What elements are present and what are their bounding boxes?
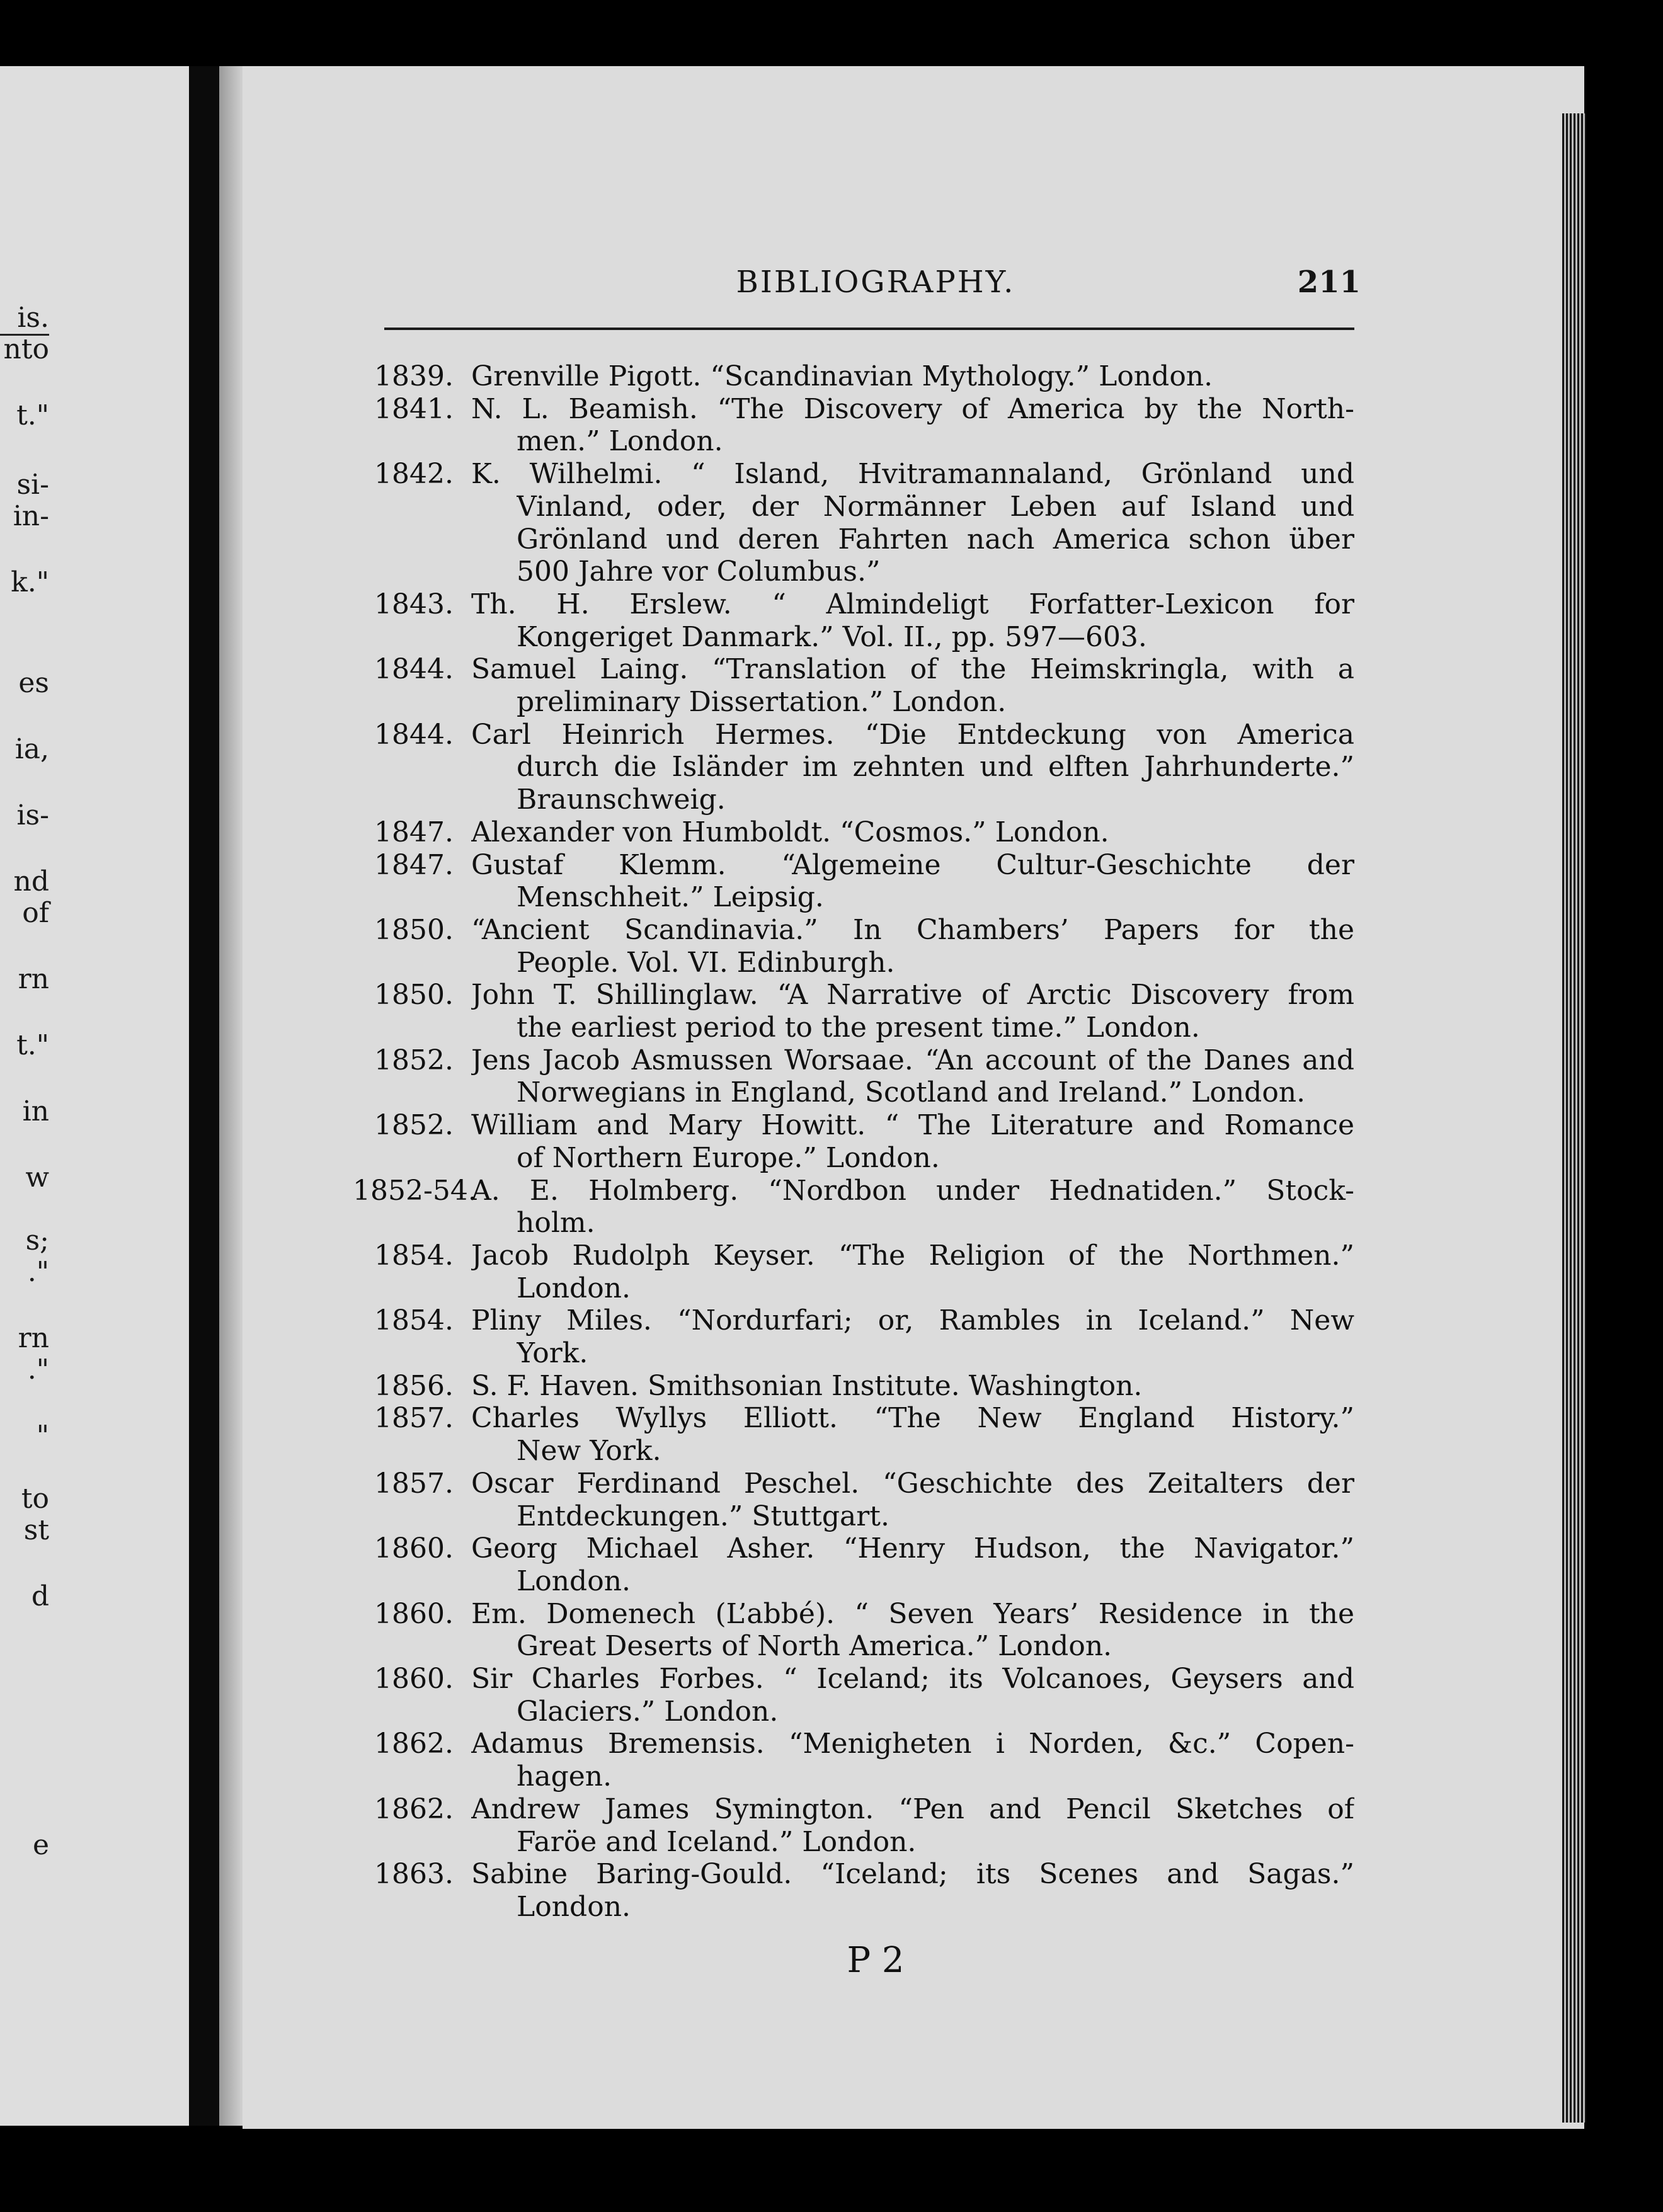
entry-line: Sir Charles Forbes. “ Iceland; its Volcanoes, Geysers and: [471, 1663, 1354, 1695]
signature-mark: P 2: [847, 1940, 905, 1981]
entry-year: 1850.: [374, 913, 454, 946]
entry-year: 1841.: [374, 392, 454, 425]
facing-page-fragment: is.: [17, 302, 49, 334]
facing-page-fragment: in-: [13, 500, 49, 532]
entry-line: Th. H. Erslew. “ Almindeligt Forfatter-Lexicon for: [471, 588, 1354, 620]
entry-line: Glaciers.” London.: [517, 1696, 779, 1728]
entry-year: 1847.: [374, 848, 454, 881]
entry-year: 1850.: [374, 979, 454, 1012]
entry-line: People. Vol. VI. Edinburgh.: [517, 947, 895, 979]
facing-page-fragment: to: [21, 1483, 49, 1515]
facing-page-fragment: k.": [11, 566, 49, 598]
entry-line: hagen.: [517, 1761, 612, 1793]
facing-page-fragment: .": [27, 1354, 49, 1386]
entry-line: Entdeckungen.” Stuttgart.: [517, 1500, 889, 1532]
page-edge: [1562, 113, 1586, 2123]
entry-line: York.: [517, 1338, 588, 1369]
entry-line: Grönland und deren Fahrten nach America schon über: [517, 523, 1354, 556]
facing-page-fragment: is-: [16, 799, 49, 831]
entry-year: 1857.: [374, 1402, 454, 1435]
entry-line: William and Mary Howitt. “ The Literature and Romance: [471, 1110, 1354, 1142]
entry-year: 1844.: [374, 653, 454, 686]
entry-year: 1862.: [374, 1728, 454, 1760]
page-number: 211: [1297, 265, 1361, 300]
entry-line: London.: [517, 1891, 631, 1923]
entry-line: Samuel Laing. “Translation of the Heimskringla, with a: [471, 654, 1354, 686]
entry-line: Great Deserts of North America.” London.: [517, 1631, 1112, 1663]
entry-year: 1852.: [374, 1044, 454, 1076]
facing-page-fragment: rn: [18, 1322, 49, 1354]
entry-line: New York.: [517, 1435, 661, 1468]
entry-line: A. E. Holmberg. “Nordbon under Hednatiden.” Stock-: [471, 1175, 1354, 1207]
facing-page-fragment: ": [36, 1420, 49, 1452]
entry-year: 1843.: [374, 588, 454, 620]
entry-year: 1860.: [374, 1597, 454, 1630]
entry-year: 1842.: [374, 458, 454, 491]
entry-line: S. F. Haven. Smithsonian Institute. Washington.: [471, 1370, 1143, 1402]
facing-page-fragment: ia,: [14, 733, 49, 765]
entry-line: Georg Michael Asher. “Henry Hudson, the Navigator.”: [471, 1533, 1354, 1565]
facing-page-fragment: t.": [16, 1029, 49, 1061]
entry-line: Jacob Rudolph Keyser. “The Religion of the Northmen.”: [471, 1240, 1354, 1272]
facing-page-fragment: .": [27, 1256, 49, 1288]
entry-year: 1860.: [374, 1532, 454, 1565]
facing-page-fragment: nto: [3, 333, 49, 365]
entry-line: Jens Jacob Asmussen Worsaae. “An account of the Danes and: [471, 1044, 1354, 1076]
gutter-shadow: [219, 66, 246, 2126]
facing-page-fragment: st: [23, 1514, 49, 1546]
running-head: BIBLIOGRAPHY.: [736, 265, 1015, 300]
facing-page-fragment: s;: [25, 1224, 49, 1257]
entry-line: Kongeriget Danmark.” Vol. II., pp. 597—603.: [517, 621, 1147, 653]
facing-page-fragment: w: [25, 1161, 49, 1194]
entry-year: 1847.: [374, 816, 454, 848]
entry-line: “Ancient Scandinavia.” In Chambers’ Papers for the: [471, 914, 1354, 946]
header-rule: [384, 328, 1354, 330]
entry-line: K. Wilhelmi. “ Island, Hvitramannaland, Grönland und: [471, 459, 1354, 491]
entry-year: 1862.: [374, 1793, 454, 1825]
entry-year: 1852.: [374, 1109, 454, 1142]
entry-year: 1860.: [374, 1663, 454, 1695]
facing-page-fragment: d: [31, 1580, 49, 1612]
facing-page: [0, 66, 200, 2126]
entry-line: London.: [517, 1565, 631, 1597]
facing-page-fragment: nd: [13, 865, 49, 898]
entry-line: Norwegians in England, Scotland and Ireland.” London.: [517, 1077, 1306, 1109]
entry-year: 1844.: [374, 718, 454, 751]
entry-line: Faröe and Iceland.” London.: [517, 1826, 917, 1858]
entry-line: holm.: [517, 1207, 595, 1240]
entry-line: Charles Wyllys Elliott. “The New England History.”: [471, 1403, 1354, 1435]
entry-line: John T. Shillinglaw. “A Narrative of Arctic Discovery from: [471, 979, 1354, 1012]
facing-page-fragment: es: [18, 667, 49, 699]
entry-year: 1854.: [374, 1239, 454, 1272]
entry-year: 1863.: [374, 1858, 454, 1891]
facing-page-fragment: rn: [18, 963, 49, 995]
facing-page-fragment: of: [22, 897, 49, 929]
facing-page-fragment: si-: [16, 469, 49, 501]
entry-line: 500 Jahre vor Columbus.”: [517, 556, 881, 588]
entry-line: Gustaf Klemm. “Algemeine Cultur-Geschichte der: [471, 849, 1354, 881]
entry-year: 1852-54.: [353, 1174, 477, 1207]
entry-line: Carl Heinrich Hermes. “Die Entdeckung von America: [471, 719, 1354, 751]
entry-line: men.” London.: [517, 426, 723, 458]
facing-page-fragment: t.": [16, 399, 49, 431]
entry-line: Em. Domenech (L’abbé). “ Seven Years’ Residence in the: [471, 1598, 1354, 1630]
facing-page-fragment: in: [22, 1095, 49, 1127]
entry-line: Sabine Baring-Gould. “Iceland; its Scenes and Sagas.”: [471, 1859, 1354, 1891]
entry-line: Braunschweig.: [517, 784, 726, 816]
entry-line: Alexander von Humboldt. “Cosmos.” London.: [471, 816, 1109, 848]
facing-page-fragment: e: [32, 1829, 49, 1861]
entry-line: N. L. Beamish. “The Discovery of America by the North-: [471, 393, 1354, 425]
entry-line: Pliny Miles. “Nordurfari; or, Rambles in Iceland.” New: [471, 1305, 1354, 1337]
entry-year: 1854.: [374, 1304, 454, 1337]
entry-line: of Northern Europe.” London.: [517, 1142, 940, 1174]
entry-line: London.: [517, 1272, 631, 1304]
entry-line: Andrew James Symington. “Pen and Pencil Sketches of: [471, 1793, 1354, 1825]
entry-line: Menschheit.” Leipsig.: [517, 882, 824, 914]
entry-line: Adamus Bremensis. “Menigheten i Norden, &c.” Copen-: [471, 1728, 1354, 1760]
entry-line: preliminary Dissertation.” London.: [517, 687, 1007, 718]
entry-year: 1857.: [374, 1467, 454, 1500]
entry-line: the earliest period to the present time.” London.: [517, 1012, 1200, 1044]
entry-line: Vinland, oder, der Normänner Leben auf Island und: [517, 491, 1354, 523]
entry-year: 1839.: [374, 360, 454, 392]
entry-year: 1856.: [374, 1369, 454, 1402]
entry-line: Grenville Pigott. “Scandinavian Mythology.” London.: [471, 361, 1213, 392]
entry-line: durch die Isländer im zehnten und elften Jahrhunderte.”: [517, 751, 1354, 784]
entry-line: Oscar Ferdinand Peschel. “Geschichte des Zeitalters der: [471, 1468, 1354, 1500]
book-spine: [189, 66, 219, 2126]
